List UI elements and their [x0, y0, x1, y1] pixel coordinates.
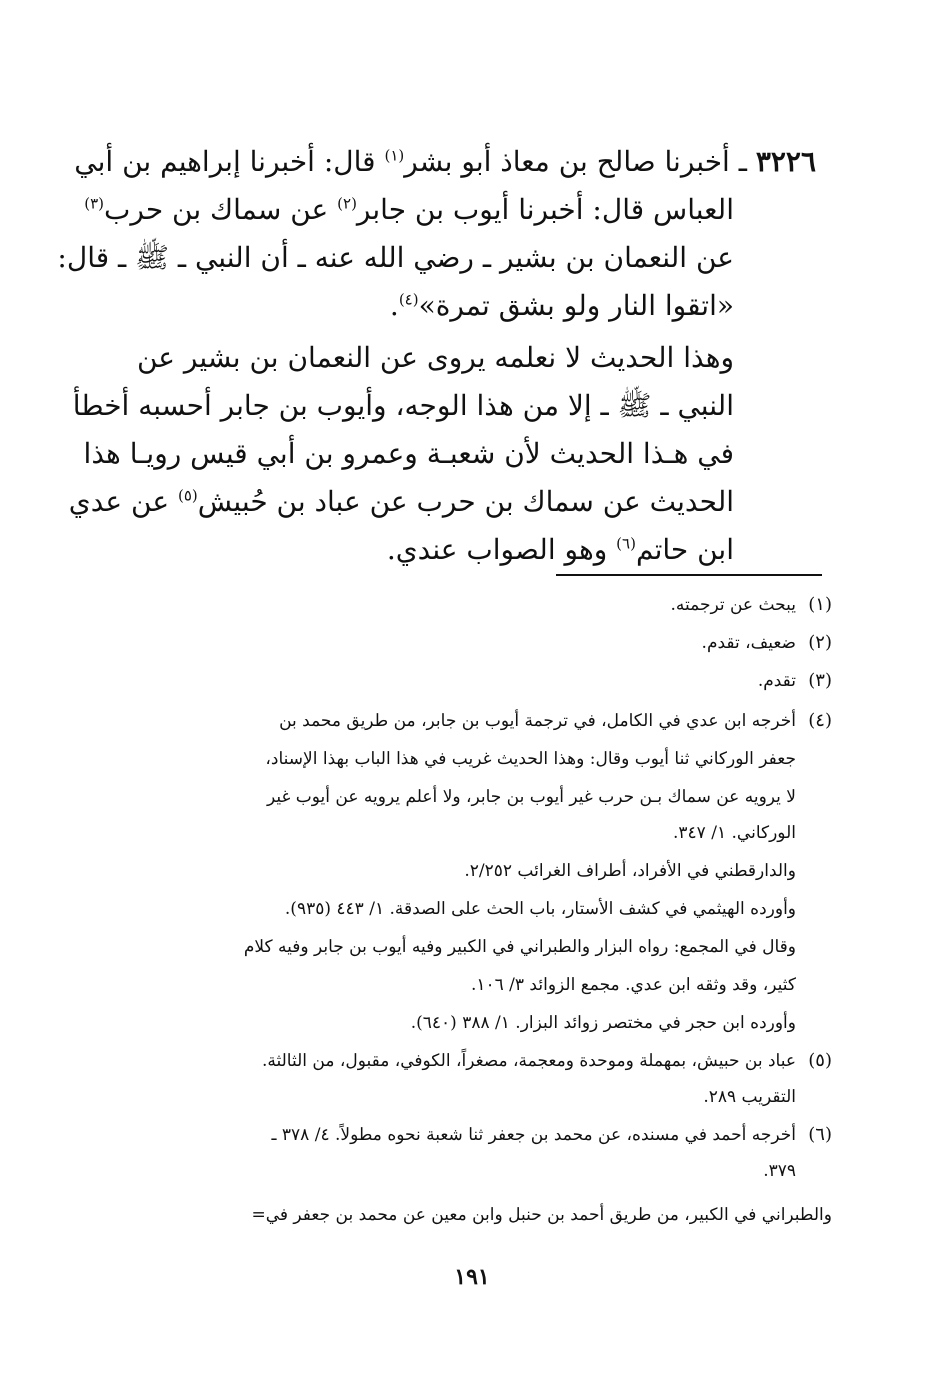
commentary-line-2: [72, 389, 734, 422]
footnote-4-line: وأورده ابن حجر في مختصر زوائد البزار. ١/ ٣٨٨ (٦٤٠).: [410, 1013, 796, 1033]
footnote-4-line: وأورده الهيثمي في كشف الأستار، باب الحث على الصدقة. ١/ ٤٤٣ (٩٣٥).: [284, 899, 796, 919]
hadith-quote: «اتقوا النار ولو بشق تمرة»: [418, 289, 734, 322]
footnote-separator: [556, 574, 822, 576]
footnote-ref-4: (٤): [398, 290, 419, 309]
footnote-1-marker: (١): [808, 594, 832, 615]
hadith-line-1: [74, 145, 816, 178]
footnote-1: يبحث عن ترجمته.: [670, 595, 796, 615]
commentary-text: ابن حاتم: [635, 533, 734, 566]
footnote-4-line: كثير، وقد وثقه ابن عدي. مجمع الزوائد ٣/ ١٠٦.: [470, 975, 796, 995]
footnote-ref-3: (٣): [84, 194, 105, 213]
footnote-3-marker: (٣): [808, 670, 832, 691]
footnote-4-line: الوركاني. ١/ ٣٤٧.: [673, 823, 796, 843]
commentary-text: وهو الصواب عندي.: [386, 533, 617, 566]
commentary-text: في هـذا الحديث لأن شعبـة وعمرو بن أبي قيس رويـا هذا: [83, 437, 734, 470]
commentary-line-4: [68, 485, 734, 518]
commentary-line-3: [83, 437, 734, 470]
footnote-5-marker: (٥): [808, 1050, 832, 1071]
commentary-line-5: [134, 534, 734, 566]
footnote-4-line: لا يرويه عن سماك بـن حرب غير أيوب بن جابر، ولا أعلم يرويه عن أيوب غير: [266, 787, 796, 807]
hadith-text: ـ أخبرنا صالح بن معاذ أبو بشر: [404, 145, 747, 178]
footnote-4-line: وقال في المجمع: رواه البزار والطبراني في الكبير وفيه أيوب بن جابر وفيه كلام: [243, 937, 796, 957]
commentary-text: النبي ـ ﷺ ـ إلا من هذا الوجه، وأيوب بن جابر أحسبه أخطأ: [72, 389, 734, 422]
footnote-6-line: والطبراني في الكبير، من طريق أحمد بن حنبل وابن معين عن محمد بن جعفر في=: [251, 1205, 832, 1225]
footnote-6-line: أخرجه أحمد في مسنده، عن محمد بن جعفر ثنا شعبة نحوه مطولاً. ٤/ ٣٧٨ ـ: [271, 1125, 796, 1145]
footnote-5-line: عباد بن حبيش، بمهملة وموحدة ومعجمة، مصغراً، الكوفي، مقبول، من الثالثة.: [261, 1051, 796, 1071]
hadith-text: عن سماك بن حرب: [104, 193, 338, 226]
hadith-text: العباس قال: أخبرنا أيوب بن جابر: [356, 193, 734, 226]
hadith-line-4: [134, 290, 734, 322]
footnote-ref-2: (٢): [337, 194, 357, 213]
commentary-line-1: [134, 342, 734, 374]
commentary-text: وهذا الحديث لا نعلمه يروى عن النعمان بن بشير عن: [136, 341, 734, 374]
footnote-4-line: جعفر الوركاني ثنا أيوب وقال: وهذا الحديث غريب في هذا الباب بهذا الإسناد،: [265, 749, 796, 769]
footnote-4-line: والدارقطني في الأفراد، أطراف الغرائب ٢/٢٥٢.: [464, 861, 796, 881]
commentary-text: عن عدي: [68, 485, 178, 518]
footnote-6-line: ٣٧٩.: [763, 1161, 796, 1181]
footnote-4-marker: (٤): [808, 710, 832, 731]
hadith-text: قال: أخبرنا إبراهيم بن أبي: [74, 145, 385, 178]
hadith-line-3: [57, 241, 734, 274]
footnote-4-line: أخرجه ابن عدي في الكامل، في ترجمة أيوب بن جابر، من طريق محمد بن: [279, 711, 796, 731]
footnote-6-marker: (٦): [808, 1124, 832, 1145]
period: .: [389, 289, 399, 322]
page-number: ١٩١: [454, 1264, 490, 1290]
footnote-2-marker: (٢): [808, 632, 832, 653]
footnote-3: تقدم.: [757, 671, 796, 691]
hadith-line-2: [84, 193, 734, 226]
footnote-5-line: التقريب ٢٨٩.: [703, 1087, 796, 1107]
hadith-number: ٣٢٢٦: [755, 145, 816, 178]
hadith-text: عن النعمان بن بشير ـ رضي الله عنه ـ أن النبي ـ ﷺ ـ قال:: [57, 241, 734, 274]
footnote-ref-6: (٦): [616, 534, 636, 553]
footnote-2: ضعيف، تقدم.: [701, 633, 796, 653]
commentary-text: الحديث عن سماك بن حرب عن عباد بن حُبيش: [197, 485, 734, 518]
footnote-ref-5: (٥): [177, 486, 198, 505]
footnote-ref-1: (١): [384, 146, 405, 165]
